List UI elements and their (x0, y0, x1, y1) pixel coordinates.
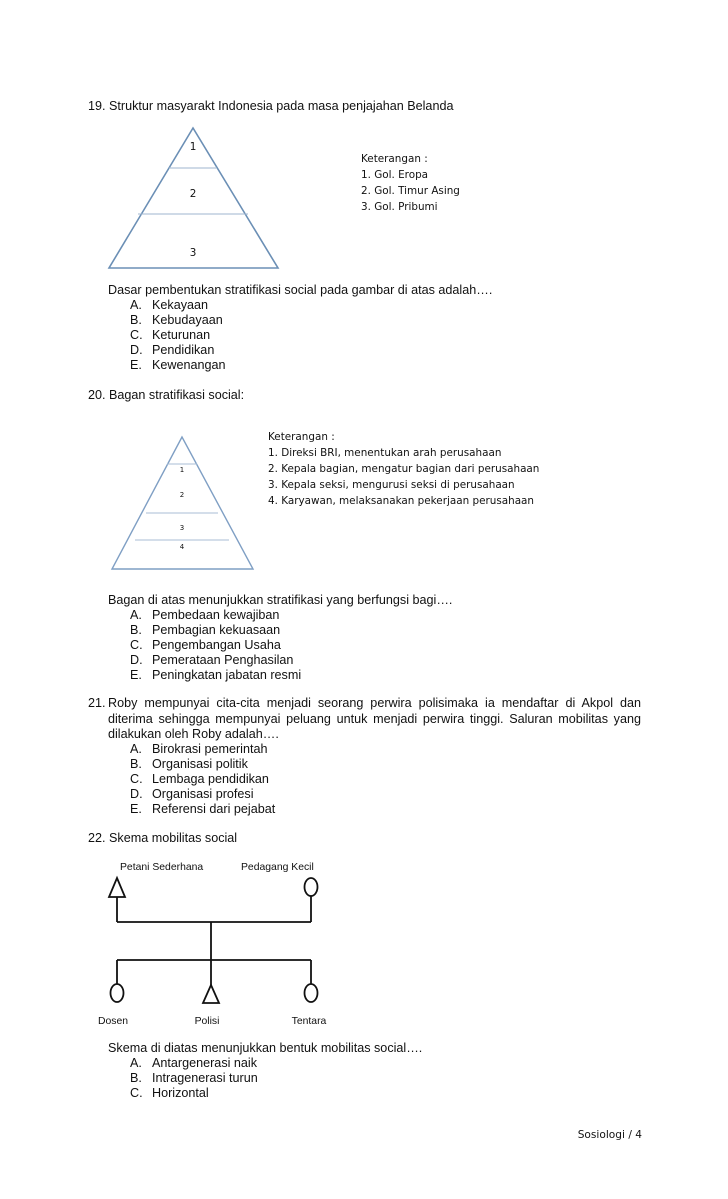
q19-keterangan-item: 2. Gol. Timur Asing (361, 185, 460, 197)
q19-pyramid-label-1: 1 (189, 141, 197, 153)
q21-number: 21. (88, 696, 106, 710)
q22-option-b[interactable]: B. Intragenerasi turun (130, 1071, 258, 1085)
q19-option-e[interactable]: E. Kewenangan (130, 358, 226, 372)
q22-parent-label-pedagang: Pedagang Kecil (241, 862, 314, 873)
q20-keterangan-item: 3. Kepala seksi, mengurusi seksi di perusahaan (268, 479, 515, 491)
q20-option-d[interactable]: D. Pemerataan Penghasilan (130, 653, 294, 667)
q19-title: 19. Struktur masyarakt Indonesia pada masa penjajahan Belanda (88, 99, 454, 113)
q21-option-e[interactable]: E. Referensi dari pejabat (130, 802, 276, 816)
q20-pyramid-label-2: 2 (179, 491, 185, 499)
q22-child-label-tentara: Tentara (291, 1016, 327, 1027)
q19-option-a[interactable]: A. Kekayaan (130, 298, 209, 312)
q21-option-a[interactable]: A. Birokrasi pemerintah (130, 742, 268, 756)
q22-title: 22. Skema mobilitas social (88, 831, 238, 845)
q22-option-c[interactable]: C. Horizontal (130, 1086, 209, 1100)
q19-keterangan-item: 3. Gol. Pribumi (361, 201, 438, 213)
q22-male-triangle-icon (109, 878, 125, 897)
q20-question: Bagan di atas menunjukkan stratifikasi yang berfungsi bagi…. (108, 593, 453, 607)
q22-question: Skema di diatas menunjukkan bentuk mobilitas social…. (108, 1041, 423, 1055)
q19-question: Dasar pembentukan stratifikasi social pada gambar di atas adalah…. (108, 283, 493, 297)
q22-female-circle-icon (305, 984, 318, 1002)
q22-female-circle-icon (305, 878, 318, 896)
q22-female-circle-icon (111, 984, 124, 1002)
q20-option-a[interactable]: A. Pembedaan kewajiban (130, 608, 280, 622)
q20-keterangan-item: 1. Direksi BRI, menentukan arah perusahaan (268, 447, 502, 459)
q20-keterangan-item: 2. Kepala bagian, mengatur bagian dari perusahaan (268, 463, 540, 475)
q19-option-d[interactable]: D. Pendidikan (130, 343, 215, 357)
q20-pyramid-label-4: 4 (179, 543, 185, 551)
page-footer: Sosiologi / 4 (577, 1129, 642, 1141)
q22-parent-label-petani: Petani Sederhana (120, 862, 204, 873)
q22-child-label-dosen: Dosen (97, 1016, 129, 1027)
q19-pyramid-label-2: 2 (189, 188, 197, 200)
q20-keterangan-heading: Keterangan : (268, 431, 335, 443)
q20-option-e[interactable]: E. Peningkatan jabatan resmi (130, 668, 302, 682)
q20-pyramid-label-1: 1 (179, 466, 185, 474)
q19-option-b[interactable]: B. Kebudayaan (130, 313, 223, 327)
q19-option-c[interactable]: C. Keturunan (130, 328, 211, 342)
q19-pyramid-label-3: 3 (189, 247, 197, 259)
q22-option-a[interactable]: A. Antargenerasi naik (130, 1056, 258, 1070)
q20-option-b[interactable]: B. Pembagian kekuasaan (130, 623, 281, 637)
q20-keterangan-item: 4. Karyawan, melaksanakan pekerjaan perusahaan (268, 495, 535, 507)
q20-option-c[interactable]: C. Pengembangan Usaha (130, 638, 281, 652)
q20-title: 20. Bagan stratifikasi social: (88, 388, 245, 402)
q21-text: Roby mempunyai cita-cita menjadi seorang perwira polisimaka ia mendaftar di Akpol dan diterima sehingga mempunyai peluang untuk menjadi perwira tinggi. Saluran mobilitas yang dilakukan oleh Roby adalah…. (108, 696, 641, 741)
q21-option-c[interactable]: C. Lembaga pendidikan (130, 772, 269, 786)
q22-child-label-polisi: Polisi (194, 1016, 220, 1027)
q20-pyramid-label-3: 3 (179, 524, 185, 532)
q19-keterangan-heading: Keterangan : (361, 153, 428, 165)
q22-male-triangle-icon (203, 985, 219, 1003)
q21-option-b[interactable]: B. Organisasi politik (130, 757, 248, 771)
q21-option-d[interactable]: D. Organisasi profesi (130, 787, 254, 801)
q19-keterangan-item: 1. Gol. Eropa (361, 169, 429, 181)
